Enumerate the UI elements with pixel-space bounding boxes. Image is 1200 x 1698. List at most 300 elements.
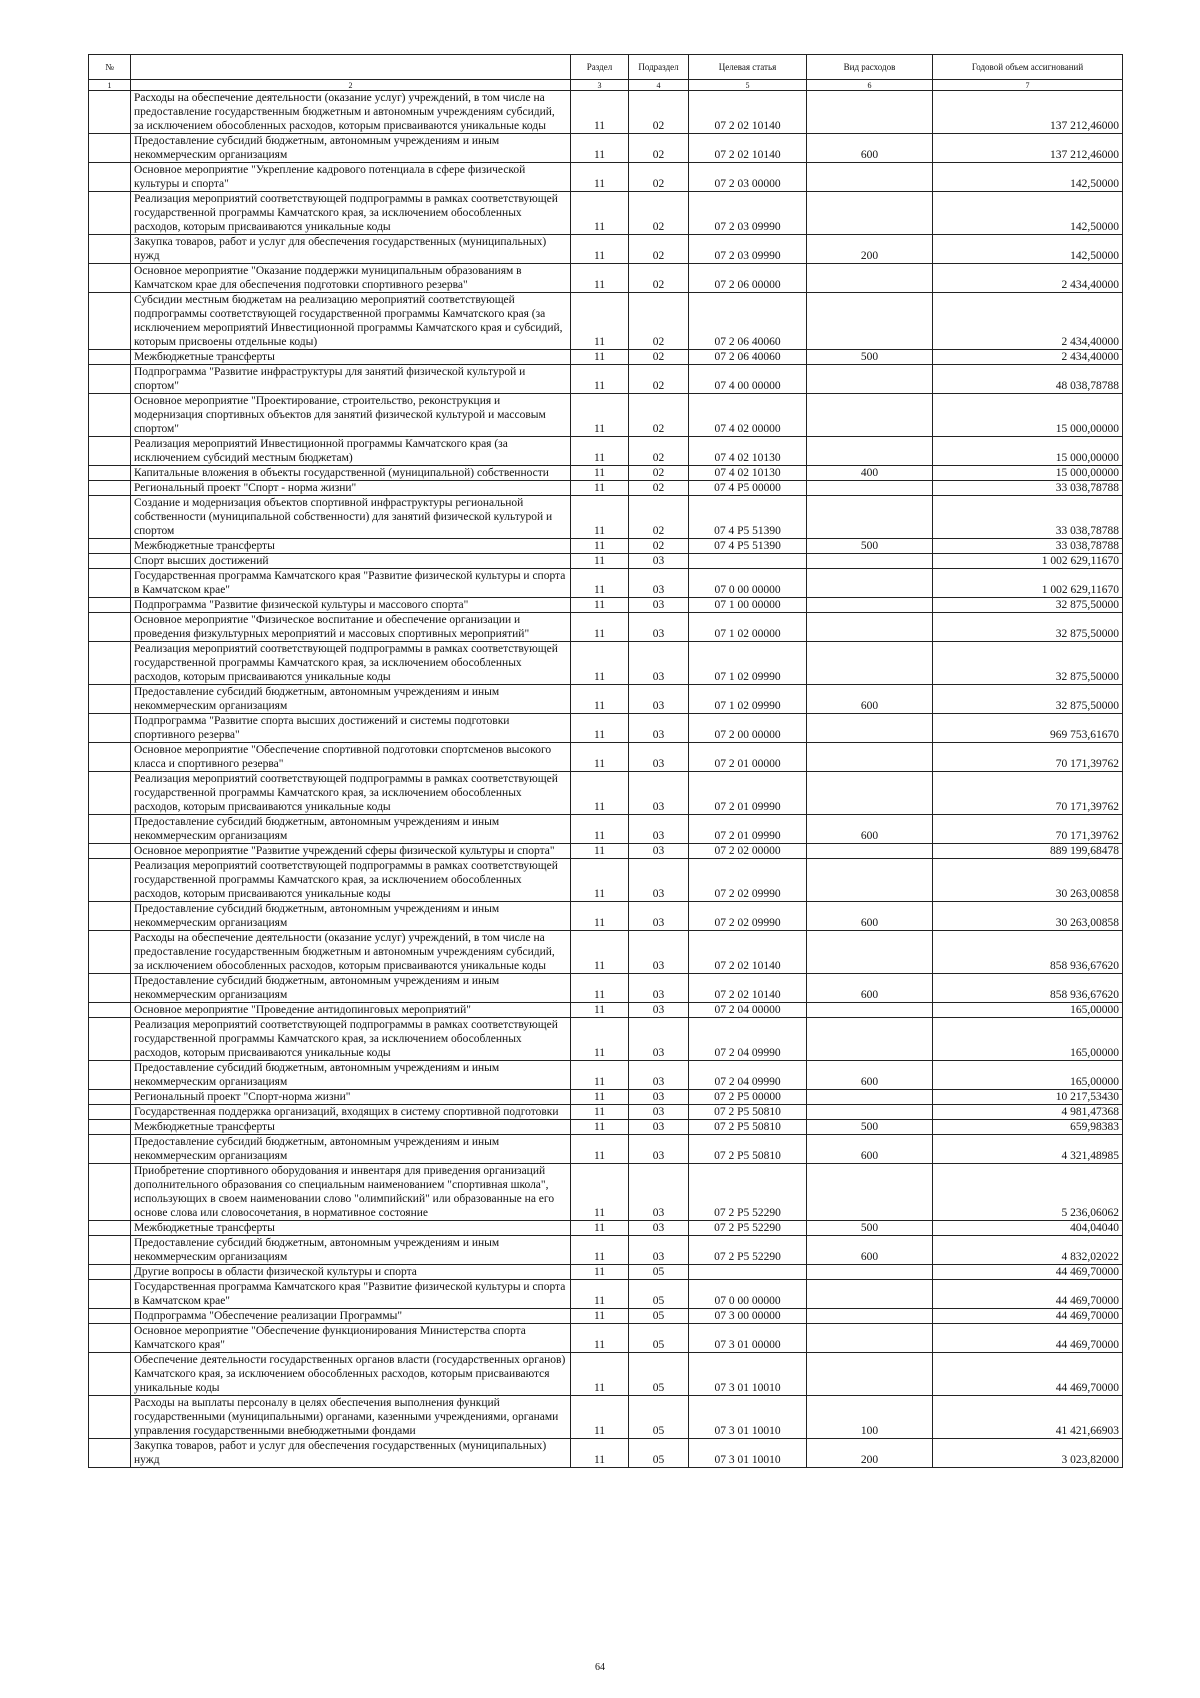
item-name-cell: Субсидии местным бюджетам на реализацию мероприятий соответствующей подпрограммы соответствующей государственной программы Камчатского края (за исключением мероприятий Инвестиционной программы Камчатского края и субсидий, которым присвоены отдельные коды) (131, 293, 571, 350)
expense-type-cell (807, 1280, 933, 1309)
target-article-cell: 07 2 01 09990 (689, 815, 807, 844)
item-name-cell: Реализация мероприятий соответствующей подпрограммы в рамках соответствующей государственной программы Камчатского края, за исключением обособленных расходов, которым присваиваются уникальные коды (131, 772, 571, 815)
row-number-cell (89, 859, 131, 902)
amount-cell: 858 936,67620 (933, 974, 1123, 1003)
item-name-cell: Основное мероприятие "Укрепление кадрового потенциала в сфере физической культуры и спорта" (131, 163, 571, 192)
table-row (89, 642, 1123, 685)
row-number-cell (89, 496, 131, 539)
subsection-cell: 03 (629, 714, 689, 743)
amount-cell: 48 038,78788 (933, 365, 1123, 394)
amount-cell: 404,04040 (933, 1221, 1123, 1236)
expense-type-cell (807, 772, 933, 815)
table-row (89, 1135, 1123, 1164)
expense-type-cell (807, 714, 933, 743)
table-header-row (89, 55, 1123, 80)
section-cell: 11 (571, 569, 629, 598)
table-row (89, 844, 1123, 859)
section-cell: 11 (571, 1164, 629, 1221)
expense-type-cell: 600 (807, 1236, 933, 1265)
expense-type-cell (807, 192, 933, 235)
column-number-row (89, 80, 1123, 91)
table-row (89, 365, 1123, 394)
table-row (89, 714, 1123, 743)
expense-type-cell (807, 743, 933, 772)
target-article-cell: 07 2 01 09990 (689, 772, 807, 815)
amount-cell: 137 212,46000 (933, 134, 1123, 163)
target-article-cell: 07 4 00 00000 (689, 365, 807, 394)
item-name-cell: Подпрограмма "Развитие инфраструктуры для занятий физической культурой и спортом" (131, 365, 571, 394)
section-cell: 11 (571, 539, 629, 554)
section-cell: 11 (571, 496, 629, 539)
subsection-cell: 02 (629, 350, 689, 365)
amount-cell: 30 263,00858 (933, 859, 1123, 902)
row-number-cell (89, 1003, 131, 1018)
amount-cell: 969 753,61670 (933, 714, 1123, 743)
section-cell: 11 (571, 1396, 629, 1439)
expense-type-cell (807, 1018, 933, 1061)
column-number: 2 (131, 80, 571, 91)
target-article-cell: 07 2 06 40060 (689, 293, 807, 350)
table-row (89, 235, 1123, 264)
expense-type-cell: 500 (807, 1221, 933, 1236)
row-number-cell (89, 613, 131, 642)
section-cell: 11 (571, 1265, 629, 1280)
subsection-cell: 03 (629, 1135, 689, 1164)
row-number-cell (89, 1396, 131, 1439)
table-row (89, 815, 1123, 844)
subsection-cell: 02 (629, 264, 689, 293)
section-cell: 11 (571, 264, 629, 293)
table-row (89, 1396, 1123, 1439)
row-number-cell (89, 1090, 131, 1105)
section-cell: 11 (571, 466, 629, 481)
row-number-cell (89, 1120, 131, 1135)
section-cell: 11 (571, 743, 629, 772)
expense-type-cell: 600 (807, 1061, 933, 1090)
item-name-cell: Реализация мероприятий соответствующей подпрограммы в рамках соответствующей государственной программы Камчатского края, за исключением обособленных расходов, которым присваиваются уникальные коды (131, 1018, 571, 1061)
row-number-cell (89, 714, 131, 743)
item-name-cell: Межбюджетные трансферты (131, 1221, 571, 1236)
expense-type-cell (807, 1324, 933, 1353)
section-cell: 11 (571, 293, 629, 350)
section-cell: 11 (571, 394, 629, 437)
table-row (89, 481, 1123, 496)
subsection-cell: 03 (629, 859, 689, 902)
target-article-cell: 07 2 03 09990 (689, 192, 807, 235)
item-name-cell: Расходы на обеспечение деятельности (оказание услуг) учреждений, в том числе на предоставление государственным бюджетным и автономным учреждениям субсидий, за исключением обособленных расходов, которым присваиваются уникальные коды (131, 931, 571, 974)
amount-cell: 137 212,46000 (933, 91, 1123, 134)
target-article-cell: 07 4 02 00000 (689, 394, 807, 437)
row-number-cell (89, 743, 131, 772)
subsection-cell: 02 (629, 91, 689, 134)
item-name-cell: Капитальные вложения в объекты государственной (муниципальной) собственности (131, 466, 571, 481)
target-article-cell: 07 1 02 09990 (689, 642, 807, 685)
row-number-cell (89, 1439, 131, 1468)
section-cell: 11 (571, 1090, 629, 1105)
amount-cell: 858 936,67620 (933, 931, 1123, 974)
row-number-cell (89, 598, 131, 613)
target-article-cell: 07 0 00 00000 (689, 1280, 807, 1309)
row-number-cell (89, 264, 131, 293)
target-article-cell: 07 2 02 10140 (689, 134, 807, 163)
amount-cell: 15 000,00000 (933, 466, 1123, 481)
row-number-cell (89, 91, 131, 134)
col-article-header: Целевая статья (689, 55, 807, 80)
table-row (89, 539, 1123, 554)
target-article-cell: 07 3 01 10010 (689, 1439, 807, 1468)
table-row (89, 1439, 1123, 1468)
section-cell: 11 (571, 1120, 629, 1135)
target-article-cell: 07 2 P5 52290 (689, 1164, 807, 1221)
expense-type-cell: 500 (807, 1120, 933, 1135)
table-row (89, 1061, 1123, 1090)
subsection-cell: 03 (629, 1236, 689, 1265)
target-article-cell: 07 3 00 00000 (689, 1309, 807, 1324)
subsection-cell: 02 (629, 192, 689, 235)
table-row (89, 437, 1123, 466)
target-article-cell: 07 2 02 10140 (689, 974, 807, 1003)
subsection-cell: 03 (629, 902, 689, 931)
subsection-cell: 02 (629, 496, 689, 539)
target-article-cell: 07 2 02 00000 (689, 844, 807, 859)
target-article-cell: 07 2 00 00000 (689, 714, 807, 743)
subsection-cell: 03 (629, 569, 689, 598)
table-row (89, 1221, 1123, 1236)
item-name-cell: Подпрограмма "Развитие физической культуры и массового спорта" (131, 598, 571, 613)
target-article-cell: 07 2 P5 00000 (689, 1090, 807, 1105)
amount-cell: 1 002 629,11670 (933, 569, 1123, 598)
column-number: 1 (89, 80, 131, 91)
budget-table (88, 54, 1123, 1468)
item-name-cell: Государственная поддержка организаций, входящих в систему спортивной подготовки (131, 1105, 571, 1120)
row-number-cell (89, 394, 131, 437)
subsection-cell: 02 (629, 235, 689, 264)
row-number-cell (89, 539, 131, 554)
expense-type-cell: 500 (807, 350, 933, 365)
item-name-cell: Основное мероприятие "Проведение антидопинговых мероприятий" (131, 1003, 571, 1018)
target-article-cell (689, 554, 807, 569)
table-row (89, 91, 1123, 134)
item-name-cell: Основное мероприятие "Проектирование, строительство, реконструкция и модернизация спортивных объектов для занятий физической культурой и массовым спортом" (131, 394, 571, 437)
subsection-cell: 03 (629, 554, 689, 569)
row-number-cell (89, 569, 131, 598)
table-row (89, 974, 1123, 1003)
target-article-cell: 07 3 01 00000 (689, 1324, 807, 1353)
table-row (89, 1280, 1123, 1309)
section-cell: 11 (571, 1135, 629, 1164)
item-name-cell: Межбюджетные трансферты (131, 1120, 571, 1135)
table-row (89, 1003, 1123, 1018)
item-name-cell: Предоставление субсидий бюджетным, автономным учреждениям и иным некоммерческим организациям (131, 1135, 571, 1164)
item-name-cell: Межбюджетные трансферты (131, 539, 571, 554)
target-article-cell: 07 2 P5 50810 (689, 1120, 807, 1135)
expense-type-cell: 600 (807, 1135, 933, 1164)
subsection-cell: 03 (629, 1090, 689, 1105)
amount-cell: 165,00000 (933, 1018, 1123, 1061)
row-number-cell (89, 1061, 131, 1090)
table-row (89, 1265, 1123, 1280)
table-row (89, 394, 1123, 437)
item-name-cell: Другие вопросы в области физической культуры и спорта (131, 1265, 571, 1280)
section-cell: 11 (571, 1353, 629, 1396)
row-number-cell (89, 163, 131, 192)
item-name-cell: Основное мероприятие "Оказание поддержки муниципальным образованиям в Камчатском крае для обеспечения подготовки спортивного резерва" (131, 264, 571, 293)
subsection-cell: 03 (629, 1105, 689, 1120)
row-number-cell (89, 1324, 131, 1353)
amount-cell: 2 434,40000 (933, 350, 1123, 365)
amount-cell: 33 038,78788 (933, 496, 1123, 539)
subsection-cell: 05 (629, 1353, 689, 1396)
section-cell: 11 (571, 235, 629, 264)
table-row (89, 1164, 1123, 1221)
item-name-cell: Региональный проект "Спорт-норма жизни" (131, 1090, 571, 1105)
table-row (89, 743, 1123, 772)
target-article-cell: 07 2 04 09990 (689, 1061, 807, 1090)
subsection-cell: 05 (629, 1324, 689, 1353)
section-cell: 11 (571, 974, 629, 1003)
amount-cell: 70 171,39762 (933, 743, 1123, 772)
section-cell: 11 (571, 1105, 629, 1120)
subsection-cell: 03 (629, 1120, 689, 1135)
row-number-cell (89, 931, 131, 974)
item-name-cell: Предоставление субсидий бюджетным, автономным учреждениям и иным некоммерческим организациям (131, 1236, 571, 1265)
subsection-cell: 03 (629, 743, 689, 772)
item-name-cell: Реализация мероприятий соответствующей подпрограммы в рамках соответствующей государственной программы Камчатского края, за исключением обособленных расходов, которым присваиваются уникальные коды (131, 859, 571, 902)
amount-cell: 44 469,70000 (933, 1324, 1123, 1353)
row-number-cell (89, 437, 131, 466)
target-article-cell: 07 2 03 09990 (689, 235, 807, 264)
subsection-cell: 03 (629, 1018, 689, 1061)
table-row (89, 1018, 1123, 1061)
row-number-cell (89, 134, 131, 163)
target-article-cell: 07 2 02 10140 (689, 931, 807, 974)
amount-cell: 4 981,47368 (933, 1105, 1123, 1120)
table-row (89, 598, 1123, 613)
target-article-cell: 07 2 04 00000 (689, 1003, 807, 1018)
item-name-cell: Государственная программа Камчатского края "Развитие физической культуры и спорта в Камчатском крае" (131, 1280, 571, 1309)
subsection-cell: 03 (629, 1164, 689, 1221)
subsection-cell: 03 (629, 844, 689, 859)
subsection-cell: 03 (629, 685, 689, 714)
item-name-cell: Спорт высших достижений (131, 554, 571, 569)
item-name-cell: Приобретение спортивного оборудования и инвентаря для приведения организаций дополнительного образования со специальным наименованием "спортивная школа", использующих в своем наименовании слово "олимпийский" или образованные на его основе слова или словосочетания, в нормативное состояние (131, 1164, 571, 1221)
expense-type-cell (807, 1265, 933, 1280)
row-number-cell (89, 844, 131, 859)
section-cell: 11 (571, 931, 629, 974)
section-cell: 11 (571, 1003, 629, 1018)
table-row (89, 1236, 1123, 1265)
item-name-cell: Расходы на обеспечение деятельности (оказание услуг) учреждений, в том числе на предоставление государственным бюджетным и автономным учреждениям субсидий, за исключением обособленных расходов, которым присваиваются уникальные коды (131, 91, 571, 134)
expense-type-cell (807, 613, 933, 642)
expense-type-cell: 600 (807, 902, 933, 931)
table-row (89, 772, 1123, 815)
item-name-cell: Закупка товаров, работ и услуг для обеспечения государственных (муниципальных) нужд (131, 235, 571, 264)
table-row (89, 1324, 1123, 1353)
row-number-cell (89, 1309, 131, 1324)
row-number-cell (89, 685, 131, 714)
section-cell: 11 (571, 365, 629, 394)
item-name-cell: Расходы на выплаты персоналу в целях обеспечения выполнения функций государственными (муниципальными) органами, казенными учреждениями, органами управления государственными внебюджетными фондами (131, 1396, 571, 1439)
subsection-cell: 02 (629, 394, 689, 437)
item-name-cell: Подпрограмма "Обеспечение реализации Программы" (131, 1309, 571, 1324)
item-name-cell: Предоставление субсидий бюджетным, автономным учреждениям и иным некоммерческим организациям (131, 974, 571, 1003)
expense-type-cell (807, 163, 933, 192)
section-cell: 11 (571, 714, 629, 743)
col-no-header: № (89, 55, 131, 80)
amount-cell: 32 875,50000 (933, 685, 1123, 714)
amount-cell: 32 875,50000 (933, 642, 1123, 685)
expense-type-cell: 600 (807, 134, 933, 163)
table-row (89, 466, 1123, 481)
section-cell: 11 (571, 844, 629, 859)
table-row (89, 859, 1123, 902)
subsection-cell: 03 (629, 1003, 689, 1018)
section-cell: 11 (571, 859, 629, 902)
target-article-cell: 07 2 01 00000 (689, 743, 807, 772)
subsection-cell: 03 (629, 974, 689, 1003)
expense-type-cell (807, 1353, 933, 1396)
subsection-cell: 02 (629, 466, 689, 481)
table-row (89, 350, 1123, 365)
expense-type-cell: 400 (807, 466, 933, 481)
amount-cell: 142,50000 (933, 192, 1123, 235)
row-number-cell (89, 365, 131, 394)
target-article-cell: 07 0 00 00000 (689, 569, 807, 598)
amount-cell: 15 000,00000 (933, 394, 1123, 437)
amount-cell: 33 038,78788 (933, 481, 1123, 496)
amount-cell: 32 875,50000 (933, 598, 1123, 613)
row-number-cell (89, 772, 131, 815)
table-row (89, 685, 1123, 714)
section-cell: 11 (571, 1061, 629, 1090)
amount-cell: 70 171,39762 (933, 815, 1123, 844)
table-row (89, 192, 1123, 235)
target-article-cell: 07 2 02 09990 (689, 859, 807, 902)
section-cell: 11 (571, 163, 629, 192)
target-article-cell: 07 2 02 09990 (689, 902, 807, 931)
expense-type-cell (807, 844, 933, 859)
column-number: 7 (933, 80, 1123, 91)
column-number: 6 (807, 80, 933, 91)
item-name-cell: Реализация мероприятий соответствующей подпрограммы в рамках соответствующей государственной программы Камчатского края, за исключением обособленных расходов, которым присваиваются уникальные коды (131, 192, 571, 235)
subsection-cell: 05 (629, 1439, 689, 1468)
subsection-cell: 02 (629, 163, 689, 192)
amount-cell: 10 217,53430 (933, 1090, 1123, 1105)
target-article-cell: 07 4 02 10130 (689, 466, 807, 481)
table-row (89, 902, 1123, 931)
target-article-cell: 07 1 00 00000 (689, 598, 807, 613)
table-row (89, 613, 1123, 642)
row-number-cell (89, 1280, 131, 1309)
item-name-cell: Реализация мероприятий соответствующей подпрограммы в рамках соответствующей государственной программы Камчатского края, за исключением обособленных расходов, которым присваиваются уникальные коды (131, 642, 571, 685)
section-cell: 11 (571, 1280, 629, 1309)
column-number: 3 (571, 80, 629, 91)
section-cell: 11 (571, 815, 629, 844)
expense-type-cell (807, 1164, 933, 1221)
item-name-cell: Предоставление субсидий бюджетным, автономным учреждениям и иным некоммерческим организациям (131, 685, 571, 714)
amount-cell: 5 236,06062 (933, 1164, 1123, 1221)
section-cell: 11 (571, 481, 629, 496)
section-cell: 11 (571, 1324, 629, 1353)
table-row (89, 554, 1123, 569)
row-number-cell (89, 554, 131, 569)
row-number-cell (89, 481, 131, 496)
section-cell: 11 (571, 192, 629, 235)
section-cell: 11 (571, 350, 629, 365)
expense-type-cell: 200 (807, 1439, 933, 1468)
row-number-cell (89, 1236, 131, 1265)
item-name-cell: Закупка товаров, работ и услуг для обеспечения государственных (муниципальных) нужд (131, 1439, 571, 1468)
table-row (89, 496, 1123, 539)
row-number-cell (89, 1135, 131, 1164)
subsection-cell: 05 (629, 1280, 689, 1309)
subsection-cell: 03 (629, 598, 689, 613)
col-name-header (131, 55, 571, 80)
item-name-cell: Основное мероприятие "Обеспечение спортивной подготовки спортсменов высокого класса и спортивного резерва" (131, 743, 571, 772)
expense-type-cell: 200 (807, 235, 933, 264)
section-cell: 11 (571, 134, 629, 163)
subsection-cell: 03 (629, 1061, 689, 1090)
expense-type-cell (807, 598, 933, 613)
target-article-cell: 07 1 02 09990 (689, 685, 807, 714)
amount-cell: 1 002 629,11670 (933, 554, 1123, 569)
section-cell: 11 (571, 1221, 629, 1236)
budget-table-sheet (88, 54, 1122, 1468)
subsection-cell: 02 (629, 293, 689, 350)
item-name-cell: Межбюджетные трансферты (131, 350, 571, 365)
target-article-cell: 07 2 04 09990 (689, 1018, 807, 1061)
expense-type-cell (807, 293, 933, 350)
subsection-cell: 05 (629, 1309, 689, 1324)
amount-cell: 44 469,70000 (933, 1353, 1123, 1396)
subsection-cell: 02 (629, 437, 689, 466)
amount-cell: 15 000,00000 (933, 437, 1123, 466)
item-name-cell: Государственная программа Камчатского края "Развитие физической культуры и спорта в Камчатском крае" (131, 569, 571, 598)
row-number-cell (89, 1018, 131, 1061)
amount-cell: 3 023,82000 (933, 1439, 1123, 1468)
target-article-cell: 07 2 P5 50810 (689, 1135, 807, 1164)
section-cell: 11 (571, 91, 629, 134)
target-article-cell: 07 4 P5 51390 (689, 496, 807, 539)
table-row (89, 1105, 1123, 1120)
amount-cell: 44 469,70000 (933, 1265, 1123, 1280)
row-number-cell (89, 1221, 131, 1236)
amount-cell: 165,00000 (933, 1061, 1123, 1090)
amount-cell: 165,00000 (933, 1003, 1123, 1018)
table-row (89, 569, 1123, 598)
expense-type-cell (807, 481, 933, 496)
amount-cell: 44 469,70000 (933, 1309, 1123, 1324)
col-expense-type-header: Вид расходов (807, 55, 933, 80)
subsection-cell: 03 (629, 1221, 689, 1236)
section-cell: 11 (571, 437, 629, 466)
amount-cell: 4 321,48985 (933, 1135, 1123, 1164)
expense-type-cell: 100 (807, 1396, 933, 1439)
target-article-cell: 07 2 P5 52290 (689, 1221, 807, 1236)
target-article-cell: 07 3 01 10010 (689, 1396, 807, 1439)
amount-cell: 70 171,39762 (933, 772, 1123, 815)
expense-type-cell (807, 91, 933, 134)
column-number: 5 (689, 80, 807, 91)
section-cell: 11 (571, 1309, 629, 1324)
section-cell: 11 (571, 613, 629, 642)
item-name-cell: Основное мероприятие "Физическое воспитание и обеспечение организации и проведения физкультурных мероприятий и массовых спортивных мероприятий" (131, 613, 571, 642)
target-article-cell: 07 4 P5 00000 (689, 481, 807, 496)
expense-type-cell (807, 554, 933, 569)
item-name-cell: Предоставление субсидий бюджетным, автономным учреждениям и иным некоммерческим организациям (131, 815, 571, 844)
subsection-cell: 02 (629, 365, 689, 394)
row-number-cell (89, 902, 131, 931)
